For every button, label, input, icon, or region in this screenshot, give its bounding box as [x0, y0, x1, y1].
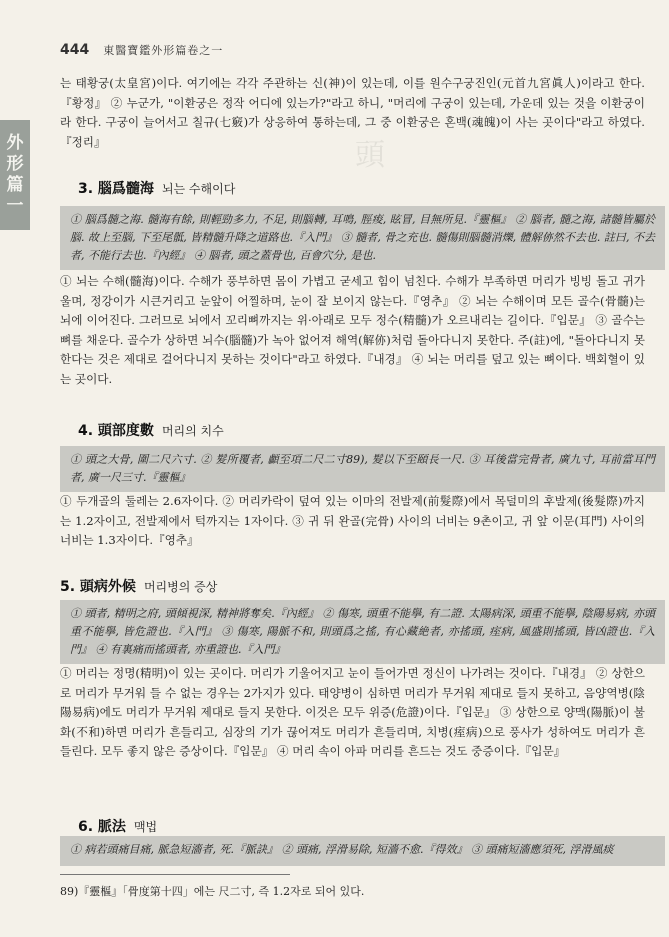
side-tab-char: 一 [6, 196, 24, 216]
side-tab-char: 外 [6, 133, 24, 153]
running-head: 東醫寶鑑外形篇卷之一 [103, 44, 224, 57]
chapter-side-tab [0, 120, 30, 230]
section-5-paragraph: ① 머리는 정명(精明)이 있는 곳이다. 머리가 기울어지고 눈이 들어가면 정신이 나가려는 것이다.『내경』 ② 상한으로 머리가 무거워 들 수 없는 경우는 2가지가 있다. 태양병이 심하면 머리가 무거워 제대로 들지 못하고, 음양역병(陰陽易病)에도 머리가 무거워 제대로 들지 못한다. 이것은 모두 위증(危證)이다.『입문』 ③ 상한으로 양맥(陽脈)이 불화(不和)하면 머리가 흔들리고, 심장의 기가 끊어져도 머리가 흔들리며, 치병(痓病)으로 풍사가 성하여도 머리가 흔들린다. 모두 좋지 않은 증상이다.『입문』 ④ 머리 속이 아파 머리를 흔드는 것도 중증이다.『입문』 [60, 666, 645, 759]
section-4-quote: ① 頭之大骨, 圍二尺六寸. ② 髮所覆者, 顱至項二尺二寸89), 髮以下至頤長一尺. ③ 耳後當完骨者, 廣九寸, 耳前當耳門者, 廣一尺三寸.『靈樞』 [60, 446, 665, 492]
bleed-through-glyph: 頭 [355, 138, 385, 173]
section-3-quote: ① 腦爲髓之海. 髓海有餘, 則輕勁多力, 不足, 則腦轉, 耳鳴, 脛痠, 眩冒, 目無所見.『靈樞』 ② 腦者, 髓之海, 諸髓皆屬於腦. 故上至腦, 下至尾骶, 皆精髓升降之道路也.『入門』 ③ 髓者, 骨之充也. 髓傷則腦髓消爍, 體解㑊然不去也. 註曰, 不去者, 不能行去也.『內經』 ④ 腦者, 頭之蓋骨也, 百會穴分, 是也. [60, 206, 665, 270]
footnote: 89)『靈樞』「骨度第十四」에는 尺二寸, 즉 1.2자로 되어 있다. [60, 885, 365, 898]
section-subtitle: 뇌는 수해이다 [161, 182, 236, 196]
section-subtitle: 머리병의 증상 [143, 580, 218, 594]
section-title: 5. 頭病外候 [60, 579, 136, 595]
section-title: 4. 頭部度數 [78, 423, 154, 439]
section-5-body [60, 664, 645, 762]
section-5-heading [60, 576, 645, 596]
section-6-heading [78, 816, 663, 836]
section-3-paragraph: ① 뇌는 수해(髓海)이다. 수해가 풍부하면 몸이 가볍고 굳세고 힘이 넘친다. 수해가 부족하면 머리가 빙빙 돌고 귀가 울며, 정강이가 시큰거리고 눈앞이 어찔하며, 눈이 잘 보이지 않는다.『영추』 ② 뇌는 수해이며 모든 골수(骨髓)는 뇌에 이어진다. 그러므로 뇌에서 꼬리뼈까지는 위·아래로 모두 정수(精髓)가 오르내리는 길이다.『입문』 ③ 골수는 뼈를 채운다. 골수가 상하면 뇌수(腦髓)가 녹아 없어져 해역(解㑊)처럼 돌아다니지 못한다. 주(註)에, "돌아다니지 못한다는 것은 제대로 걸어다니지 못하는 것이다"라고 하였다.『내경』 ④ 뇌는 머리를 덮고 있는 뼈이다. 백회혈이 있는 곳이다. [60, 274, 645, 386]
section-3-heading [78, 178, 663, 198]
intro-paragraph: 는 태황궁(太皇宮)이다. 여기에는 각각 주관하는 신(神)이 있는데, 이를 원수구궁진인(元首九宮眞人)이라고 한다.『황정』 ② 누군가, "이환궁은 정작 어디에 있는가?"라고 하니, "머리에 구궁이 있는데, 가운데 있는 것을 이환궁이라 한다. 구궁이 늘어서고 칠규(七竅)가 상응하여 통하는데, 그 중 이환궁은 혼백(魂魄)이 사는 곳이다"라고 하였다.『정리』 [60, 76, 645, 149]
side-tab-char: 篇 [6, 175, 24, 195]
section-3-body [60, 272, 645, 390]
page-number: 444 [60, 42, 90, 58]
section-4-body [60, 492, 645, 551]
section-6-quote: ① 病若頭痛目痛, 脈急短濇者, 死.『脈訣』 ② 頭痛, 浮滑易除, 短濇不愈.『得效』 ③ 頭痛短濇應須死, 浮滑風痰 [60, 836, 665, 866]
section-title: 3. 腦爲髓海 [78, 181, 154, 197]
section-5-quote: ① 頭者, 精明之府, 頭傾視深, 精神將奪矣.『內經』 ② 傷寒, 頭重不能擧, 有二證. 太陽病深, 頭重不能擧, 陰陽易病, 亦頭重不能擧, 皆危證也.『入門』 ③ 傷寒, 陽脈不和, 則頭爲之搖, 有心藏絶者, 亦搖頭, 痓病, 風盛則搖頭, 皆凶證也.『入門』 ④ 有裏痛而搖頭者, 亦重證也.『入門』 [60, 600, 665, 664]
side-tab-char: 形 [6, 154, 24, 174]
page-header [60, 40, 223, 60]
section-subtitle: 맥법 [133, 820, 158, 834]
section-4-paragraph: ① 두개골의 둘레는 2.6자이다. ② 머리카락이 덮여 있는 이마의 전발제(前髮際)에서 목덜미의 후발제(後髮際)까지는 1.2자이고, 전발제에서 턱까지는 1자이다. ③ 귀 뒤 완골(完骨) 사이의 너비는 9촌이고, 귀 앞 이문(耳門) 사이의 너비는 1.3자이다.『영추』 [60, 494, 645, 548]
section-4-heading [78, 420, 663, 440]
footnote-rule [60, 874, 290, 875]
intro-block [60, 74, 645, 152]
section-title: 6. 脈法 [78, 819, 126, 835]
section-subtitle: 머리의 치수 [161, 424, 224, 438]
